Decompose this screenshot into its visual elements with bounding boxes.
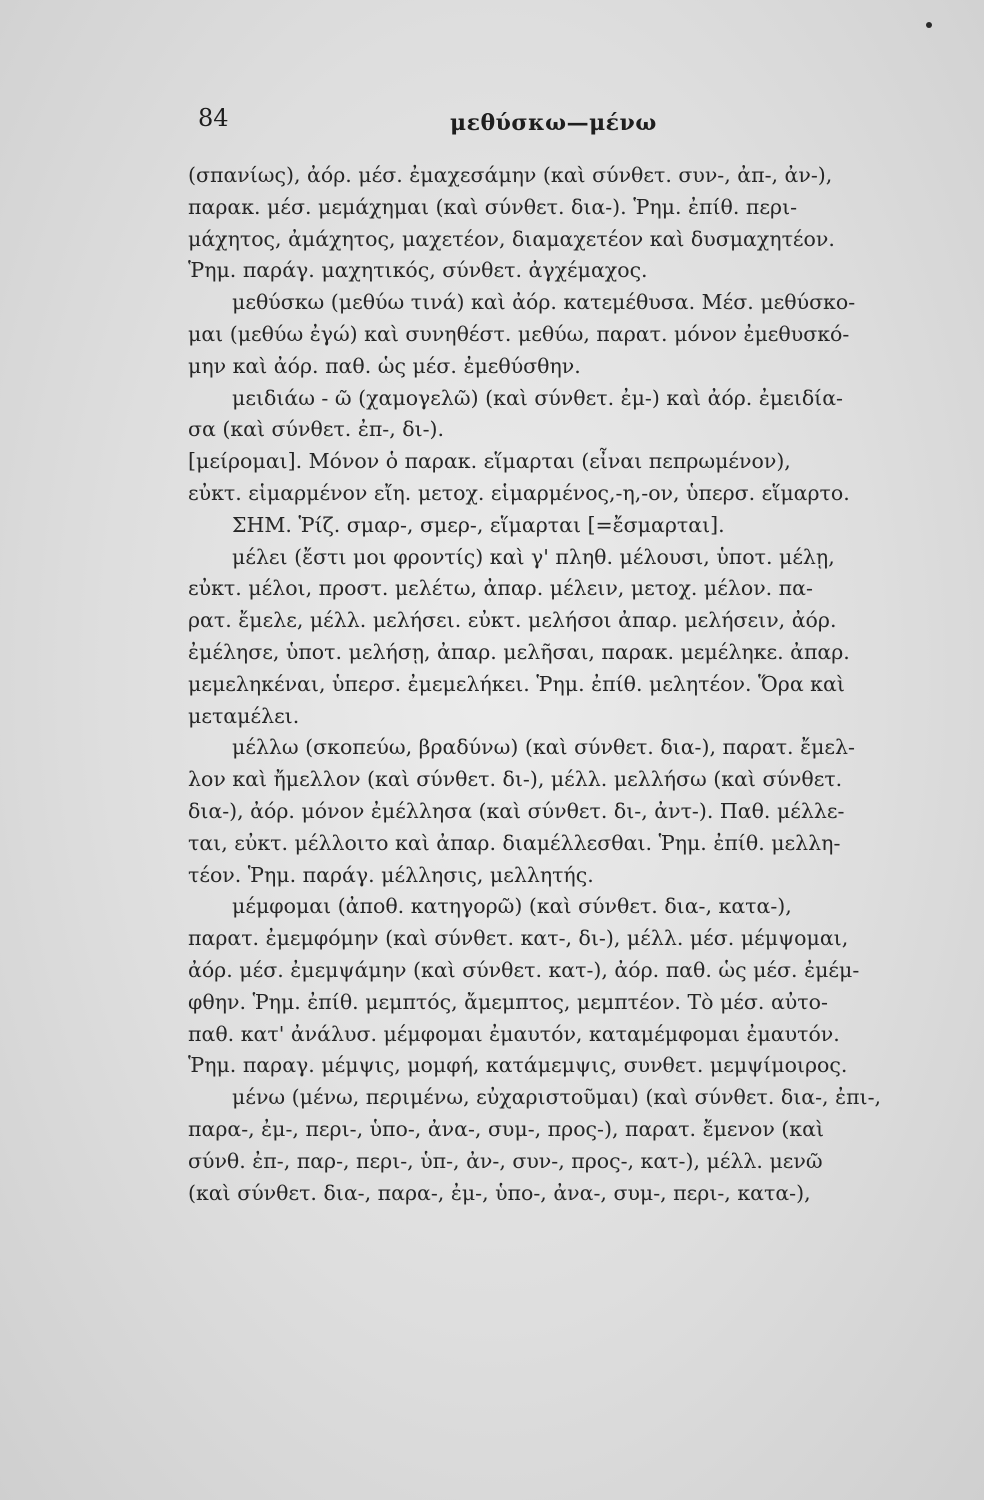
- text-line: ἐμέλησε, ὑποτ. μελήσῃ, ἀπαρ. μελῆσαι, παρακ. μεμέληκε. ἀπαρ.: [188, 639, 850, 664]
- text-line: τέον. Ῥημ. παράγ. μέλλησις, μελλητής.: [188, 862, 594, 887]
- entry-headword-line: [μείρομαι]. Μόνον ὁ παρακ. εἵμαρται (εἶναι πεπρωμένον),: [188, 449, 791, 474]
- text-line: μεταμέλει.: [188, 703, 300, 728]
- entry-headword-line: μεθύσκω (μεθύω τινά) καὶ ἀόρ. κατεμέθυσα. Μέσ. μεθύσκο-: [232, 290, 856, 315]
- text-line: φθην. Ῥημ. ἐπίθ. μεμπτός, ἄμεμπτος, μεμπτέον. Τὸ μέσ. αὐτο-: [188, 989, 828, 1014]
- text-line: δια-), ἀόρ. μόνον ἐμέλλησα (καὶ σύνθετ. δι-, ἀντ-). Παθ. μέλλε-: [188, 798, 845, 823]
- ink-dot: [926, 22, 932, 28]
- page-number: 84: [198, 104, 229, 132]
- text-line: (σπανίως), ἀόρ. μέσ. ἐμαχεσάμην (καὶ σύνθετ. συν-, ἀπ-, ἀν-),: [188, 163, 833, 187]
- text-line: ρατ. ἔμελε, μέλλ. μελήσει. εὐκτ. μελήσοι ἀπαρ. μελήσειν, ἀόρ.: [188, 608, 837, 633]
- text-line: ται, εὐκτ. μέλλοιτο καὶ ἀπαρ. διαμέλλεσθαι. Ῥημ. ἐπίθ. μελλη-: [188, 830, 841, 855]
- entry-headword-line: μειδιάω - ῶ (χαμογελῶ) (καὶ σύνθετ. ἐμ-) καὶ ἀόρ. ἐμειδία-: [232, 385, 843, 410]
- entry-headword-line: μέμφομαι (ἀποθ. κατηγορῶ) (καὶ σύνθετ. δια-, κατα-),: [232, 894, 792, 919]
- text-line: μην καὶ ἀόρ. παθ. ὡς μέσ. ἐμεθύσθην.: [188, 353, 581, 378]
- text-line: εὐκτ. εἱμαρμένον εἴη. μετοχ. εἱμαρμένος,-η,-ον, ὑπερσ. εἵμαρτο.: [188, 480, 850, 505]
- text-line: παθ. κατ' ἀνάλυσ. μέμφομαι ἐμαυτόν, καταμέμφομαι ἐμαυτόν.: [188, 1021, 840, 1046]
- text-line: παρακ. μέσ. μεμάχημαι (καὶ σύνθετ. δια-). Ῥημ. ἐπίθ. περι-: [188, 194, 798, 219]
- note-line: ΣΗΜ. Ῥίζ. σμαρ-, σμερ-, εἵμαρται [=ἔσμαρται].: [232, 512, 725, 537]
- text-line: Ῥημ. παραγ. μέμψις, μομφή, κατάμεμψις, συνθετ. μεμψίμοιρος.: [188, 1053, 848, 1078]
- text-line: σύνθ. ἐπ-, παρ-, περι-, ὑπ-, ἀν-, συν-, προς-, κατ-), μέλλ. μενῶ: [188, 1148, 823, 1173]
- text-line: εὐκτ. μέλοι, προστ. μελέτω, ἀπαρ. μέλειν, μετοχ. μέλον. πα-: [188, 576, 813, 601]
- text-line: μαι (μεθύω ἐγώ) καὶ συνηθέστ. μεθύω, παρατ. μόνον ἐμεθυσκό-: [188, 321, 850, 346]
- text-line: μεμεληκέναι, ὑπερσ. ἐμεμελήκει. Ῥημ. ἐπίθ. μελητέον. Ὅρα καὶ: [188, 671, 845, 696]
- running-head: μεθύσκω—μένω: [450, 110, 657, 136]
- text-line: (καὶ σύνθετ. δια-, παρα-, ἐμ-, ὑπο-, ἀνα-, συμ-, περι-, κατα-),: [188, 1180, 811, 1205]
- page-header: [190, 104, 890, 144]
- entry-headword-line: μένω (μένω, περιμένω, εὐχαριστοῦμαι) (καὶ σύνθετ. δια-, ἐπι-,: [232, 1085, 882, 1110]
- text-line: λον καὶ ἤμελλον (καὶ σύνθετ. δι-), μέλλ. μελλήσω (καὶ σύνθετ.: [188, 767, 843, 792]
- text-line: παρα-, ἐμ-, περι-, ὑπο-, ἀνα-, συμ-, προς-), παρατ. ἔμενον (καὶ: [188, 1116, 824, 1141]
- dictionary-entries: [188, 160, 900, 1209]
- entry-headword-line: μέλει (ἔστι μοι φροντίς) καὶ γ' πληθ. μέλουσι, ὑποτ. μέλῃ,: [232, 544, 835, 569]
- text-line: μάχητος, ἀμάχητος, μαχετέον, διαμαχετέον καὶ δυσμαχητέον.: [188, 226, 835, 251]
- entry-headword-line: μέλλω (σκοπεύω, βραδύνω) (καὶ σύνθετ. δια-), παρατ. ἔμελ-: [232, 735, 855, 760]
- text-line: Ῥημ. παράγ. μαχητικός, σύνθετ. ἀγχέμαχος.: [188, 258, 648, 283]
- text-line: παρατ. ἐμεμφόμην (καὶ σύνθετ. κατ-, δι-), μέλλ. μέσ. μέμψομαι,: [188, 926, 849, 951]
- text-line: σα (καὶ σύνθετ. ἐπ-, δι-).: [188, 417, 445, 442]
- text-line: ἀόρ. μέσ. ἐμεμψάμην (καὶ σύνθετ. κατ-), ἀόρ. παθ. ὡς μέσ. ἐμέμ-: [188, 957, 860, 982]
